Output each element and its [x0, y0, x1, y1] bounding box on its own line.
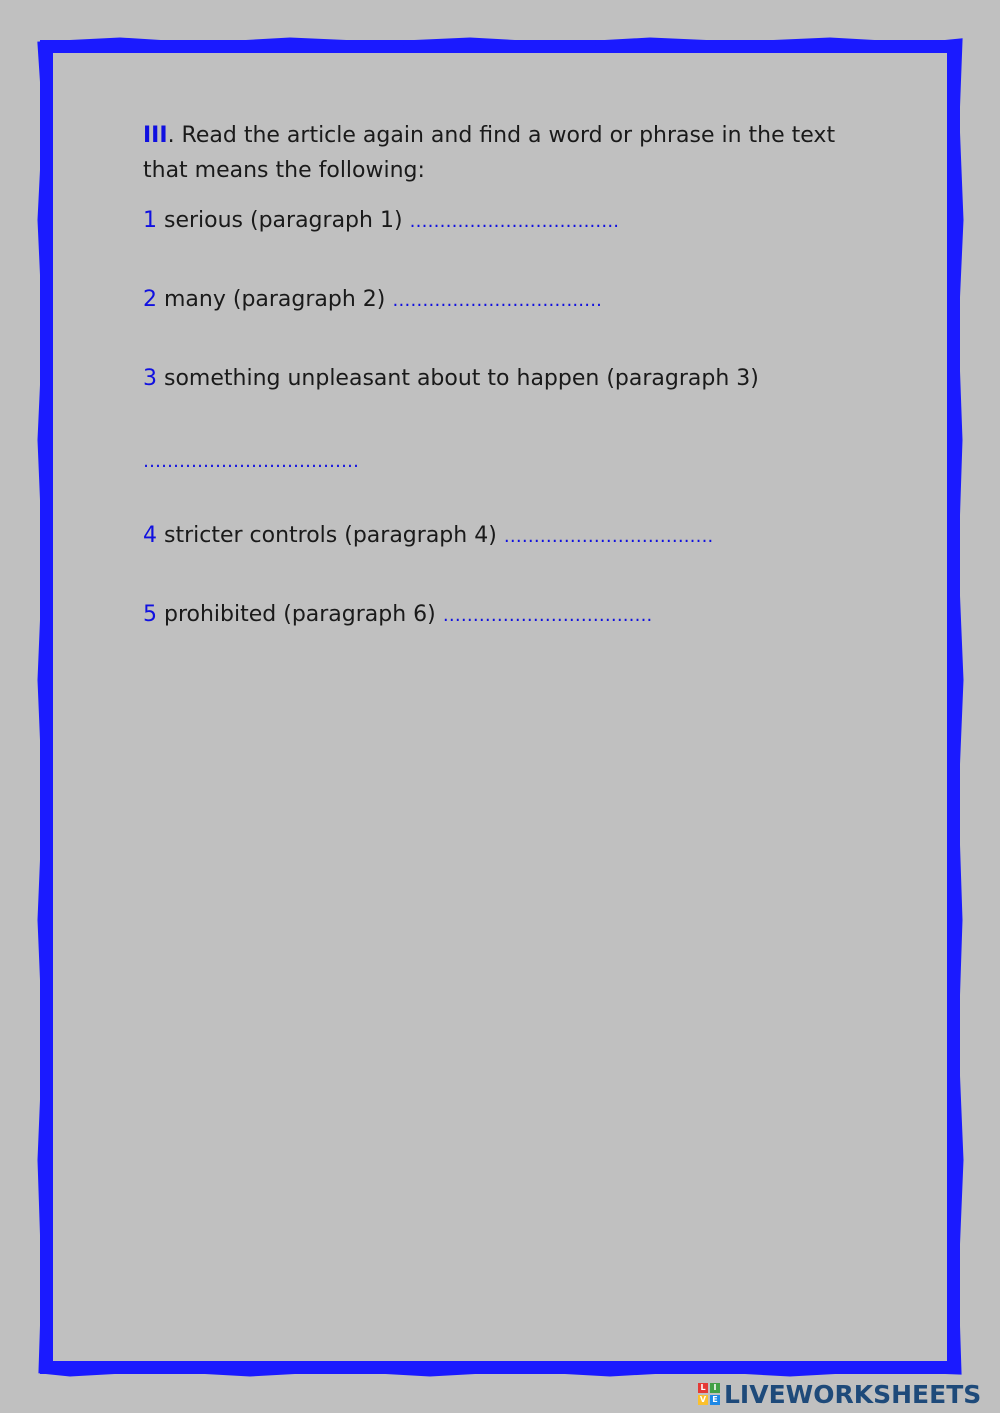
question-item-5 — [143, 597, 652, 633]
question-item-3-blank-line — [143, 443, 359, 479]
question-number: 2 — [143, 287, 157, 312]
question-text: prohibited (paragraph 6) — [157, 602, 443, 627]
answer-blank[interactable]: ………………………….…. — [442, 605, 653, 626]
logo-mark-letter: E — [710, 1395, 720, 1405]
question-text: serious (paragraph 1) — [157, 208, 410, 233]
exercise-content — [143, 118, 863, 627]
logo-mark-letter: L — [698, 1383, 708, 1393]
logo-mark-letter: V — [699, 1395, 707, 1404]
question-item-4 — [143, 518, 713, 554]
exercise-instruction — [143, 118, 863, 188]
question-item-2 — [143, 282, 602, 318]
question-item-1 — [143, 203, 619, 239]
question-number: 1 — [143, 208, 157, 233]
question-item-3 — [143, 361, 759, 396]
question-text: something unpleasant about to happen (paragraph 3) — [157, 366, 759, 391]
answer-blank[interactable]: ………………………….…. — [392, 290, 602, 311]
exercise-number: III — [143, 123, 168, 148]
liveworksheets-logo — [698, 1378, 981, 1410]
instruction-line-1: . Read the article again and find a word or phrase in the text — [167, 123, 836, 148]
answer-blank[interactable]: ………………………….…. — [409, 211, 619, 232]
page-border — [40, 40, 960, 1374]
answer-blank[interactable]: ………………………….…. — [503, 526, 714, 547]
logo-mark-icon — [698, 1383, 720, 1405]
question-text: many (paragraph 2) — [157, 287, 393, 312]
answer-blank[interactable]: ……………………………… — [143, 451, 359, 472]
instruction-line-2: that means the following: — [143, 158, 425, 183]
question-number: 3 — [143, 366, 157, 391]
question-number: 5 — [143, 602, 157, 627]
logo-mark-letter: I — [710, 1383, 720, 1393]
logo-text: LIVEWORKSHEETS — [724, 1379, 982, 1409]
question-number: 4 — [143, 523, 157, 548]
question-text: stricter controls (paragraph 4) — [157, 523, 504, 548]
